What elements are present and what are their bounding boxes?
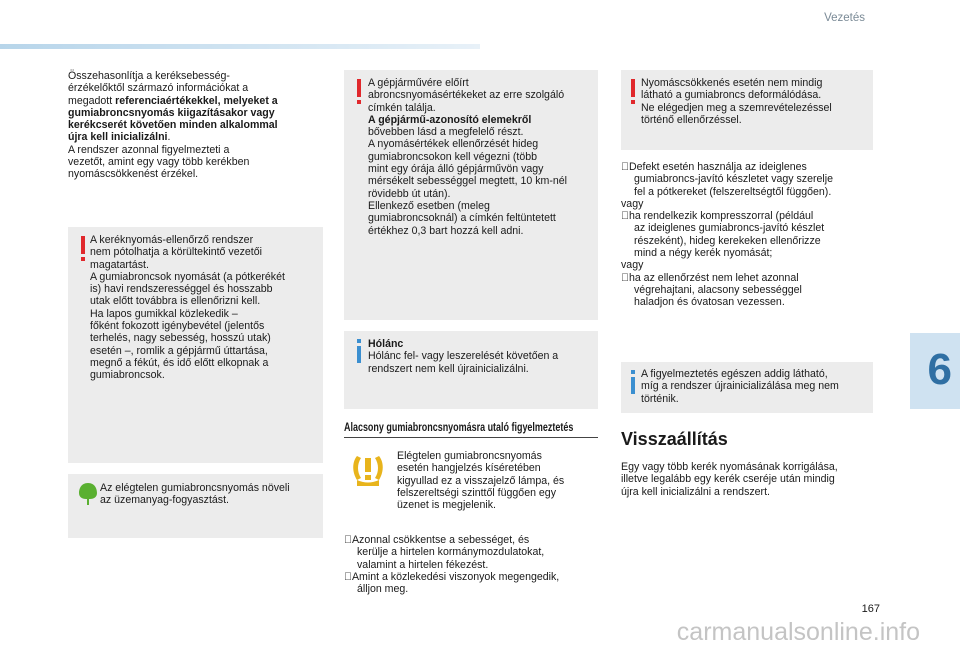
info-text-snowchain: Hólánc Hólánc fel- vagy leszerelését követően a rendszert nem kell újrainicializálni. xyxy=(368,338,559,375)
warning-text-2: A gépjárművére előírt abroncsnyomásértékeket az erre szolgáló címkén találja. A gépjármű-azonosító elemekről bővebben lásd a megfelelő részt. A nyomásértékek ellenőrzését hideg gumiabroncsokon kell végezni (több mint egy órája álló gépjárművön vagy mérsékelt sebességgel megtett, 10 km-nél rövidebb út után). Ellenkező esetben (meleg gumiabroncsoknál) a címkén feltüntetett értékhez 0,3 bart hozzá kell adni. xyxy=(368,77,568,237)
warning-box-1 xyxy=(68,227,323,463)
eco-box xyxy=(68,474,323,538)
section-header: Vezetés xyxy=(824,12,865,24)
warning-box-2 xyxy=(344,70,598,320)
tyre-pressure-alert-icon xyxy=(349,452,387,490)
list-item: Azonnal csökkentse a sebességet, és kerülje a hirtelen kormánymozdulatokat, valamint a hirtelen fékezést. xyxy=(351,534,545,571)
chapter-number: 6 xyxy=(927,345,952,394)
info-box-reset xyxy=(621,362,873,413)
section-underline xyxy=(344,437,598,438)
reset-title: Visszaállítás xyxy=(621,429,728,449)
list-item: Amint a közlekedési viszonyok megengedik, álljon meg. xyxy=(351,570,560,596)
info-icon xyxy=(354,339,364,363)
info-box-snowchain xyxy=(344,331,598,409)
eco-leaf-icon xyxy=(78,482,98,506)
eco-text: Az elégtelen gumiabroncsnyomás növeli az üzemanyag-fogyasztást. xyxy=(100,482,290,507)
action-list xyxy=(344,534,600,595)
header-bar xyxy=(0,44,480,49)
warning-box-3 xyxy=(621,70,873,150)
intro-text: Összehasonlítja a keréksebesség- érzékelőktől származó információkat a megadott referenciaértékekkel, melyeket a gumiabroncsnyomás kiigazításakor vagy kerékcserét követően minden alkalommal újra kell inicializálni. A rendszer azonnal figyelmezteti a vezetőt, amint egy vagy több kerékben nyomáscsökkenést érzékel. xyxy=(68,70,278,181)
reset-text: Egy vagy több kerék nyomásának korrigálása, illetve legalább egy kerék cseréje után mindig újra kell inicializálni a rendszert. xyxy=(621,461,838,498)
info-text-reset: A figyelmeztetés egészen addig látható, míg a rendszer újrainicializálása meg nem történik. xyxy=(641,368,839,405)
warning-text-3: Nyomáscsökkenés esetén nem mindig látható a gumiabroncs deformálódása. Ne elégedjen meg a szemrevételezéssel történő ellenőrzéssel. xyxy=(641,77,832,126)
page-number: 167 xyxy=(861,603,880,615)
info-title: Hólánc xyxy=(368,338,404,350)
list-item: ha rendelkezik kompresszorral (például az ideiglenes gumiabroncs-javító készlet részeként), hideg kerekeken ellenőrizze mind a négy kerék nyomását; xyxy=(628,210,825,260)
warning-text-1: A keréknyomás-ellenőrző rendszer nem pótolhatja a körültekintő vezetői magatartást. A gumiabroncsok nyomását (a pótkerékét is) havi rendszerességgel és hosszabb utak előtt továbbra is ellenőrizni kell. Ha lapos gumikkal közlekedik – főként fokozott igénybevétel (jelentős terhelés, nagy sebesség, hosszú utak) esetén –, romlik a gépjármű úttartása, megnő a fékút, és idő előtt elkopnak a gumiabroncsok. xyxy=(90,234,285,382)
info-icon xyxy=(628,370,638,394)
list-item: Defekt esetén használja az ideiglenes gumiabroncs-javító készletet vagy szerelje fel a pótkereket (felszereltségtől függően). xyxy=(628,161,834,198)
watermark: carmanualsonline.info xyxy=(676,618,920,646)
procedure-list xyxy=(621,161,877,309)
section-title-low-pressure: Alacsony gumiabroncsnyomásra utaló figyelmeztetés xyxy=(344,422,574,434)
list-item: ha az ellenőrzést nem lehet azonnal végrehajtani, alacsony sebességgel haladjon és óvatosan vezessen. xyxy=(628,271,802,309)
alert-text: Elégtelen gumiabroncsnyomás esetén hangjelzés kíséretében kigyullad ez a visszajelző lámpa, és felszereltségi szinttől függően egy üzenet is megjelenik. xyxy=(397,450,565,512)
or-text: vagy xyxy=(621,259,644,272)
or-text: vagy xyxy=(621,197,644,210)
